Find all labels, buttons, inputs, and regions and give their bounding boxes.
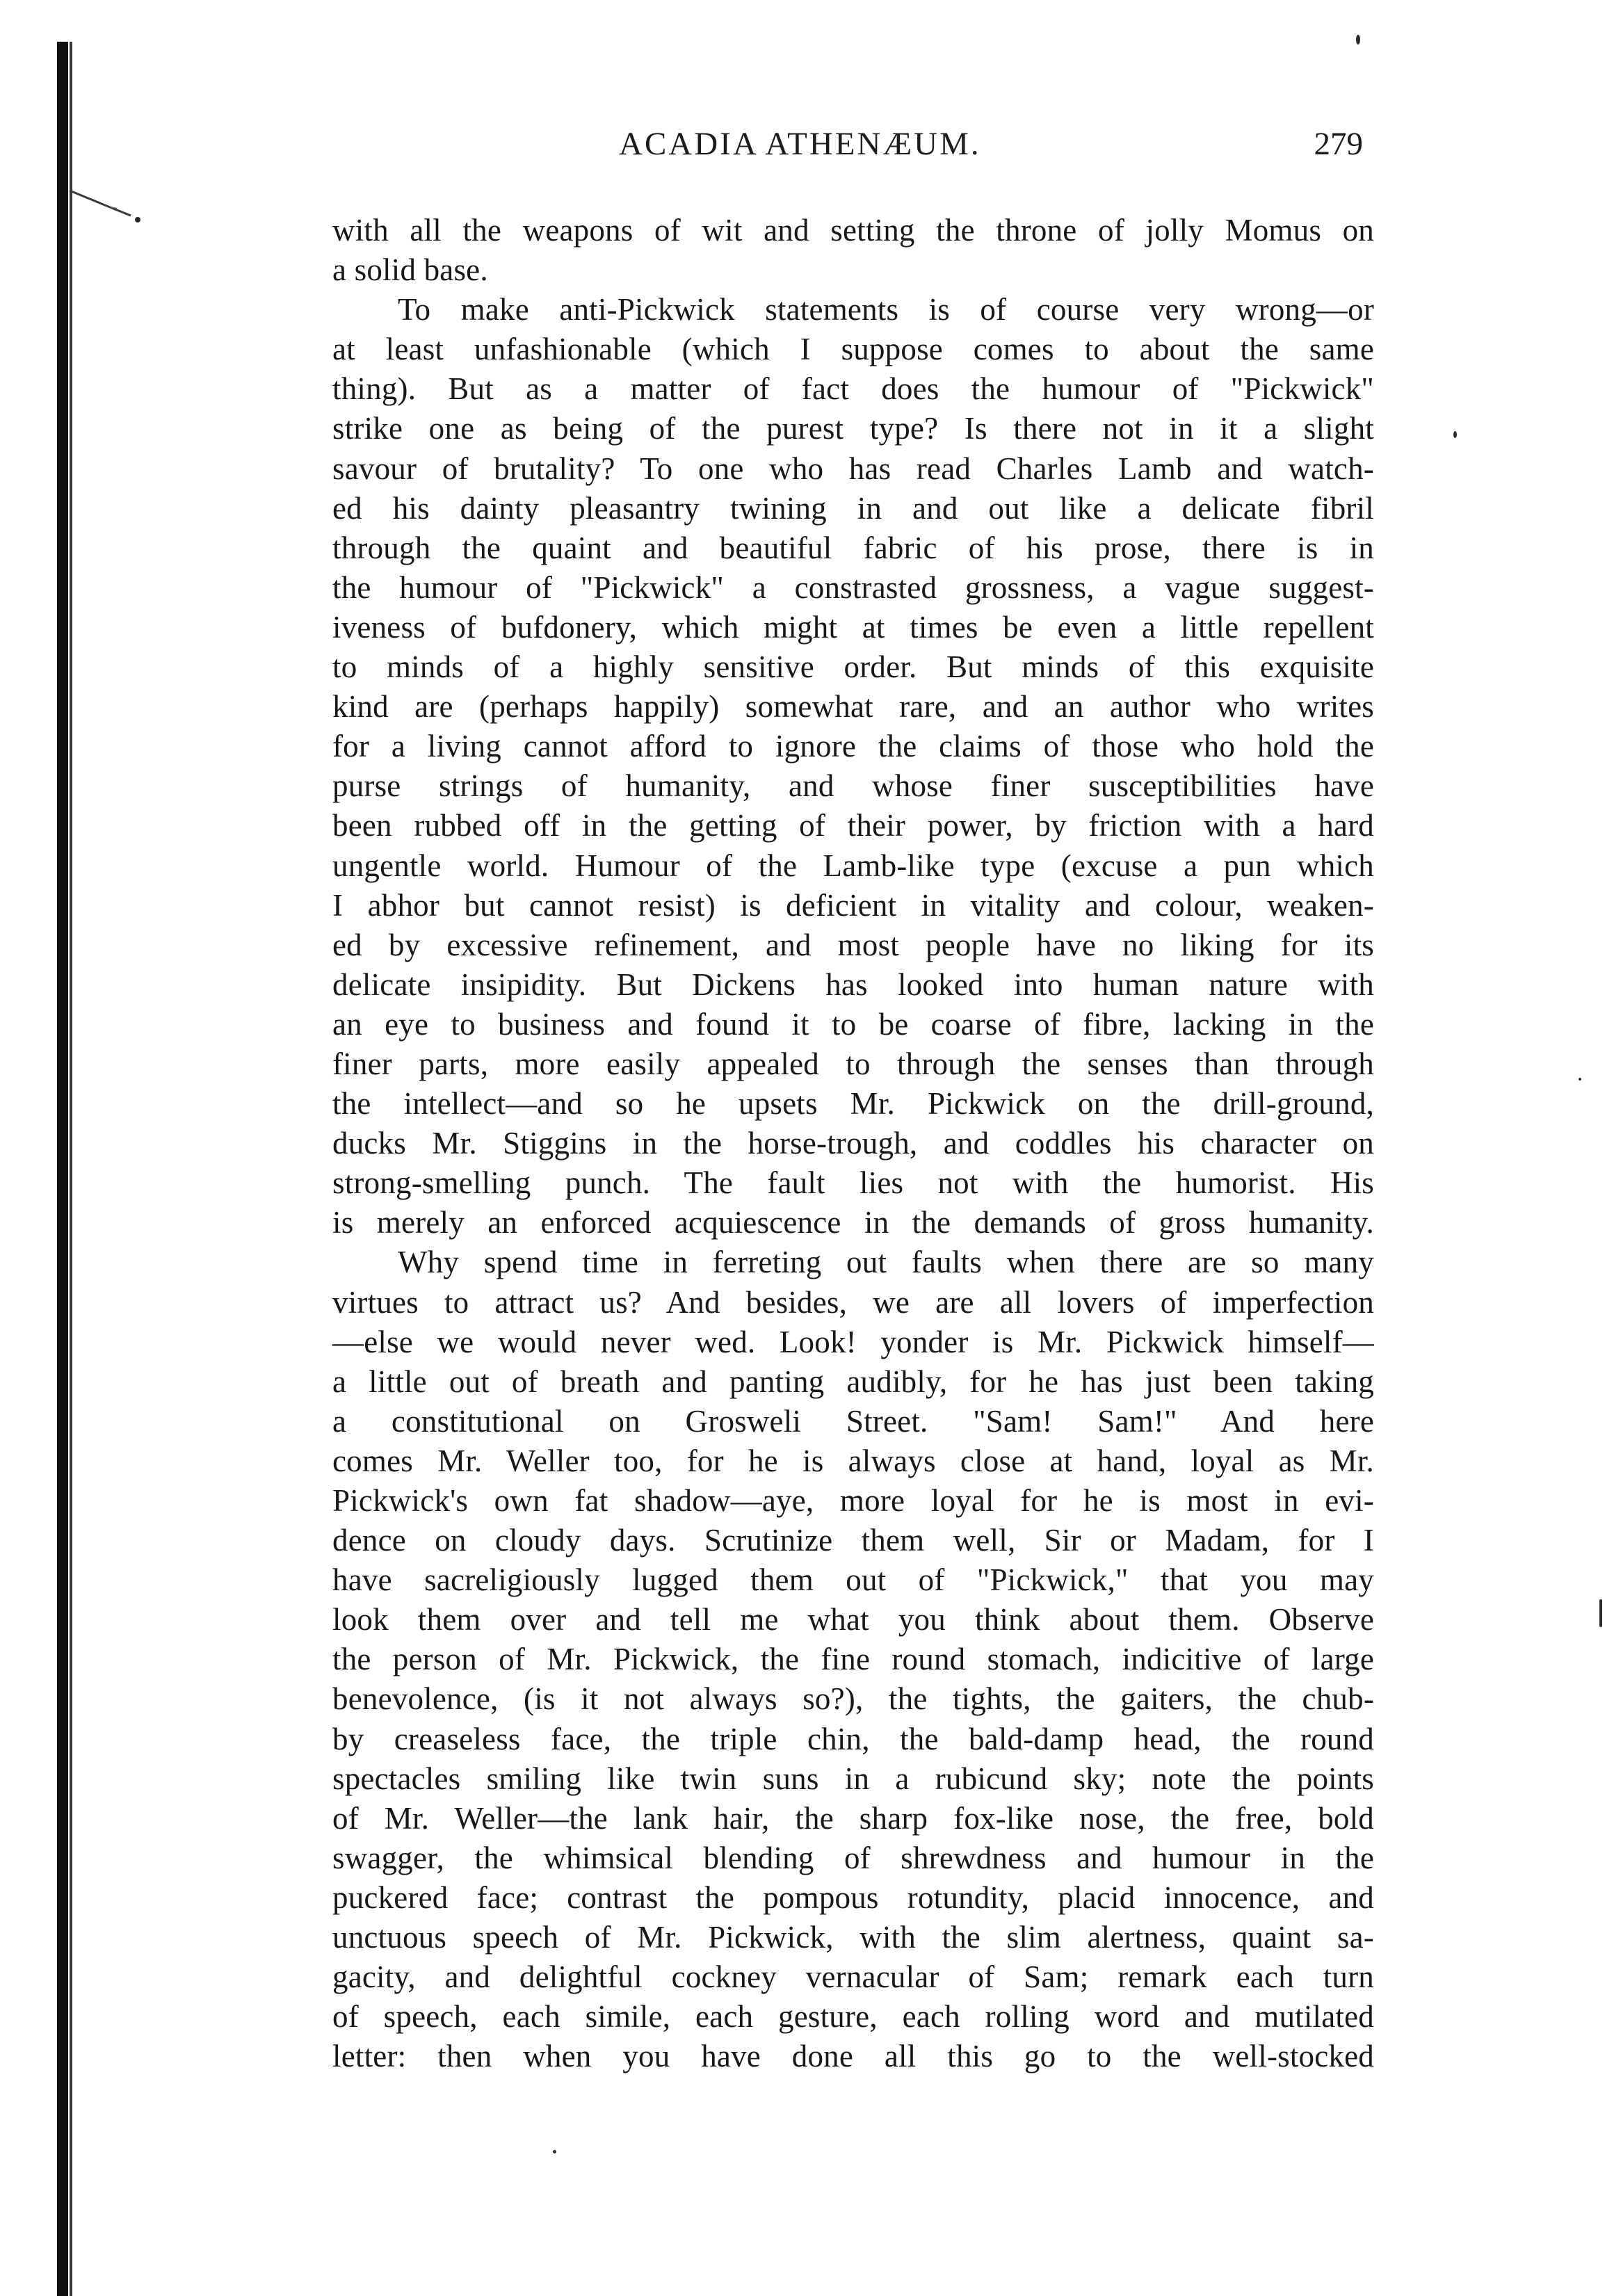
paragraph-3 xyxy=(332,1243,1374,2076)
ink-speck xyxy=(1453,431,1457,438)
text-line: to minds of a highly sensitive order. But minds of this exquisite xyxy=(332,649,1374,685)
text-line: ed his dainty pleasantry twining in and out like a delicate fibril xyxy=(332,490,1374,526)
margin-scratch-mark xyxy=(68,188,145,229)
running-head xyxy=(334,125,1377,181)
text-line: —else we would never wed. Look! yonder is Mr. Pickwick himself— xyxy=(332,1324,1374,1359)
text-line: by creaseless face, the triple chin, the bald-damp head, the round xyxy=(332,1721,1374,1756)
ink-speck xyxy=(1356,35,1360,45)
ink-speck xyxy=(1579,1078,1581,1081)
text-line: savour of brutality? To one who has read Charles Lamb and watch- xyxy=(332,451,1374,486)
text-line: benevolence, (is it not always so?), the tights, the gaiters, the chub- xyxy=(332,1681,1374,1717)
text-line: a solid base. xyxy=(332,252,488,288)
text-line: with all the weapons of wit and setting the throne of jolly Momus on xyxy=(332,213,1374,248)
text-line: strike one as being of the purest type? Is there not in it a slight xyxy=(332,411,1374,446)
text-line: the person of Mr. Pickwick, the fine round stomach, indicitive of large xyxy=(332,1642,1374,1677)
text-line: a constitutional on Grosweli Street. "Sam! Sam!" And here xyxy=(332,1403,1374,1439)
text-line: of Mr. Weller—the lank hair, the sharp fox-like nose, the free, bold xyxy=(332,1800,1374,1836)
text-line: the humour of "Pickwick" a constrasted grossness, a vague suggest- xyxy=(332,569,1374,605)
text-line: unctuous speech of Mr. Pickwick, with the slim alertness, quaint sa- xyxy=(332,1920,1374,1955)
text-line: dence on cloudy days. Scrutinize them well, Sir or Madam, for I xyxy=(332,1523,1374,1558)
text-line: through the quaint and beautiful fabric of his prose, there is in xyxy=(332,530,1374,565)
text-line: finer parts, more easily appealed to through the senses than through xyxy=(332,1046,1374,1081)
text-line: letter: then when you have done all this go to the well-stocked xyxy=(332,2039,1374,2074)
text-line: Pickwick's own fat shadow—aye, more loyal for he is most in evi- xyxy=(332,1483,1374,1518)
text-line: ed by excessive refinement, and most people have no liking for its xyxy=(332,927,1374,962)
text-line: swagger, the whimsical blending of shrewdness and humour in the xyxy=(332,1840,1374,1875)
text-line: a little out of breath and panting audibly, for he has just been taking xyxy=(332,1364,1374,1399)
text-line: at least unfashionable (which I suppose comes to about the same xyxy=(332,332,1374,367)
text-line: have sacreligiously lugged them out of "Pickwick," that you may xyxy=(332,1562,1374,1598)
text-line: been rubbed off in the getting of their power, by friction with a hard xyxy=(332,808,1374,843)
text-line: an eye to business and found it to be coarse of fibre, lacking in the xyxy=(332,1006,1374,1042)
text-line: kind are (perhaps happily) somewhat rare, and an author who writes xyxy=(332,689,1374,725)
text-line: puckered face; contrast the pompous rotundity, placid innocence, and xyxy=(332,1879,1374,1915)
text-line: thing). But as a matter of fact does the humour of "Pickwick" xyxy=(332,371,1374,407)
text-line: virtues to attract us? And besides, we are all lovers of imperfection xyxy=(332,1284,1374,1320)
text-line: the intellect—and so he upsets Mr. Pickwick on the drill-ground, xyxy=(332,1086,1374,1122)
text-line: I abhor but cannot resist) is deficient in vitality and colour, weaken- xyxy=(332,887,1374,923)
text-line: iveness of bufdonery, which might at times be even a little repellent xyxy=(332,609,1374,645)
text-line: gacity, and delightful cockney vernacular of Sam; remark each turn xyxy=(332,1959,1374,1995)
text-line: To make anti-Pickwick statements is of course very wrong—or xyxy=(398,292,1374,328)
page-number: 279 xyxy=(1314,126,1363,162)
text-line: Why spend time in ferreting out faults when there are so many xyxy=(398,1245,1374,1280)
article-body xyxy=(332,211,1374,2076)
paragraph-1 xyxy=(332,211,1374,290)
text-line: of speech, each simile, each gesture, each rolling word and mutilated xyxy=(332,1999,1374,2035)
binding-gutter-shadow xyxy=(57,42,68,2296)
text-line: spectacles smiling like twin suns in a rubicund sky; note the points xyxy=(332,1761,1374,1796)
text-line: is merely an enforced acquiescence in the demands of gross humanity. xyxy=(332,1205,1374,1240)
text-line: for a living cannot afford to ignore the claims of those who hold the xyxy=(332,729,1374,764)
text-line: delicate insipidity. But Dickens has looked into human nature with xyxy=(332,967,1374,1002)
text-line: comes Mr. Weller too, for he is always close at hand, loyal as Mr. xyxy=(332,1443,1374,1478)
ink-speck xyxy=(1599,1599,1602,1627)
text-line: purse strings of humanity, and whose finer susceptibilities have xyxy=(332,768,1374,804)
running-title: ACADIA ATHENÆUM. xyxy=(619,126,981,162)
text-line: look them over and tell me what you think about them. Observe xyxy=(332,1602,1374,1638)
text-line: strong-smelling punch. The fault lies not with the humorist. His xyxy=(332,1165,1374,1201)
paragraph-2 xyxy=(332,290,1374,1243)
text-line: ungentle world. Humour of the Lamb-like type (excuse a pun which xyxy=(332,848,1374,883)
ink-speck xyxy=(553,2150,556,2153)
text-line: ducks Mr. Stiggins in the horse-trough, and coddles his character on xyxy=(332,1126,1374,1161)
